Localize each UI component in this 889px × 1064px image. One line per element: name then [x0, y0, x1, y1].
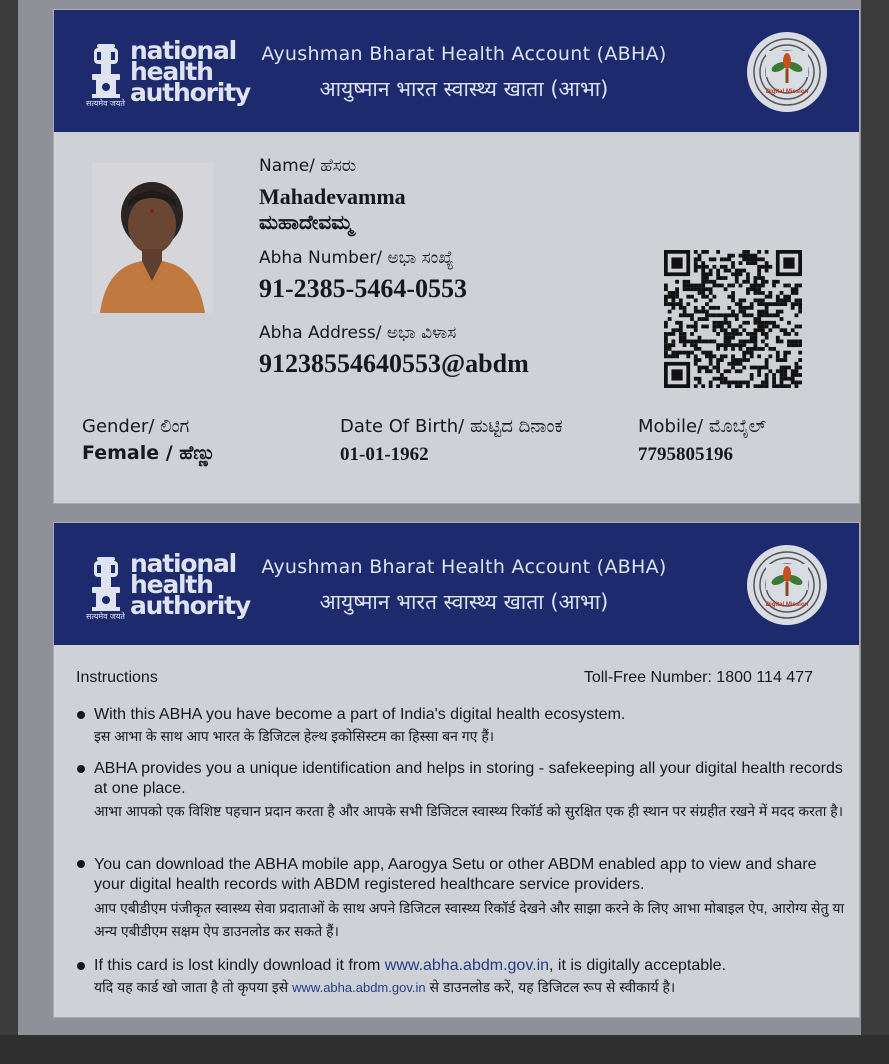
- viewer-bottom-bar: [0, 1035, 889, 1064]
- abha-download-link[interactable]: www.abha.abdm.gov.in: [384, 957, 550, 974]
- gender-label: Gender/ ಲಿಂಗ: [82, 416, 190, 437]
- banner-title-english: Ayushman Bharat Health Account (ABHA): [261, 556, 667, 578]
- document-page: [18, 0, 861, 1035]
- bullet-icon: [77, 765, 85, 773]
- nha-logo: [86, 36, 258, 110]
- abha-number-label: Abha Number/ ಅಭಾ ಸಂಖ್ಯೆ: [259, 248, 454, 268]
- abha-address: 91238554640553@abdm: [259, 349, 529, 378]
- bullet-icon: [77, 860, 85, 868]
- mobile-label: Mobile/ ಮೊಬೈಲ್: [638, 416, 767, 437]
- emblem-motto: सत्यमेव जयते: [86, 99, 125, 108]
- abha-card-back: [53, 522, 860, 1018]
- abha-card-front: [53, 9, 860, 504]
- dob-value: 01-01-1962: [340, 444, 429, 465]
- banner-title-hindi: आयुष्मान भारत स्वास्थ्य खाता (आभा): [319, 77, 609, 101]
- instruction-3-english: You can download the ABHA mobile app, Aarogya Setu or other ABDM enabled app to view and share your digital health records with ABDM registered healthcare service providers.: [94, 856, 817, 893]
- name-label: Name/ ಹೆಸರು: [259, 156, 357, 176]
- instructions-heading: Instructions: [76, 669, 158, 686]
- digital-mission-logo-icon: [746, 31, 828, 113]
- card-header-banner: [54, 10, 859, 132]
- instruction-2-hindi: आभा आपको एक विशिष्ट पहचान प्रदान करता है और आपके सभी डिजिटल स्वास्थ्य रिकॉर्ड को सुरक्षित एक ही स्थान पर संग्रहीत रखने में मदद करता है।: [94, 803, 844, 819]
- instruction-4-hindi: यदि यह कार्ड खो जाता है तो कृपया इसे www.abha.abdm.gov.in से डाउनलोड करें, यह डिजिटल रूप से स्वीकार्य है।: [94, 979, 676, 995]
- viewer-left-gutter: [0, 0, 18, 1035]
- name-english: Mahadevamma: [259, 184, 406, 209]
- instruction-3-hindi: आप एबीडीएम पंजीकृत स्वास्थ्य सेवा प्रदाताओं के साथ अपने डिजिटल स्वास्थ्य रिकॉर्ड देखने और साझा करने के लिए आभा मोबाइल ऐप, आरोग्य सेतु या अन्य एबीडीएम सक्षम ऐप डाउनलोड कर सकते हैं।: [94, 900, 845, 939]
- abha-qr-code: [664, 250, 802, 388]
- toll-free-number: Toll-Free Number: 1800 114 477: [583, 669, 813, 686]
- abha-download-link-hindi[interactable]: www.abha.abdm.gov.in: [292, 980, 426, 995]
- instruction-1-hindi: इस आभा के साथ आप भारत के डिजिटल हेल्थ इकोसिस्टम का हिस्सा बन गए हैं।: [94, 728, 495, 744]
- bullet-icon: [77, 711, 85, 719]
- instruction-1-english: With this ABHA you have become a part of India's digital health ecosystem.: [94, 706, 626, 723]
- digital-mission-logo-icon: [746, 544, 828, 626]
- mission-label: Digital Mission: [765, 602, 809, 608]
- instruction-4-english: If this card is lost kindly download it from www.abha.abdm.gov.in, it is digitally acceptable.: [94, 957, 727, 974]
- banner-title-hindi: आयुष्मान भारत स्वास्थ्य खाता (आभा): [319, 590, 609, 614]
- emblem-motto: सत्यमेव जयते: [86, 612, 125, 621]
- nha-logo: [86, 549, 258, 623]
- nha-wordmark: national health authority: [130, 36, 250, 107]
- bullet-icon: [77, 962, 85, 970]
- instruction-2-english: ABHA provides you a unique identification and helps in storing - safekeeping all your digital health records at one place.: [94, 760, 843, 797]
- name-local: ಮಹಾದೇವಮ್ಮ: [259, 210, 353, 234]
- holder-photo: [92, 163, 213, 313]
- mission-label: Digital Mission: [765, 89, 809, 95]
- dob-label: Date Of Birth/ ಹುಟ್ಟಿದ ದಿನಾಂಕ: [340, 416, 563, 437]
- nha-wordmark: national health authority: [130, 549, 250, 620]
- gender-value: Female / ಹೆಣ್ಣು: [82, 442, 216, 464]
- mobile-value: 7795805196: [638, 444, 733, 465]
- card-header-banner: [54, 523, 859, 645]
- abha-address-label: Abha Address/ ಅಭಾ ವಿಳಾಸ: [259, 323, 457, 343]
- viewer-right-gutter: [861, 0, 889, 1035]
- banner-title-english: Ayushman Bharat Health Account (ABHA): [261, 43, 667, 65]
- abha-number: 91-2385-5464-0553: [259, 274, 467, 303]
